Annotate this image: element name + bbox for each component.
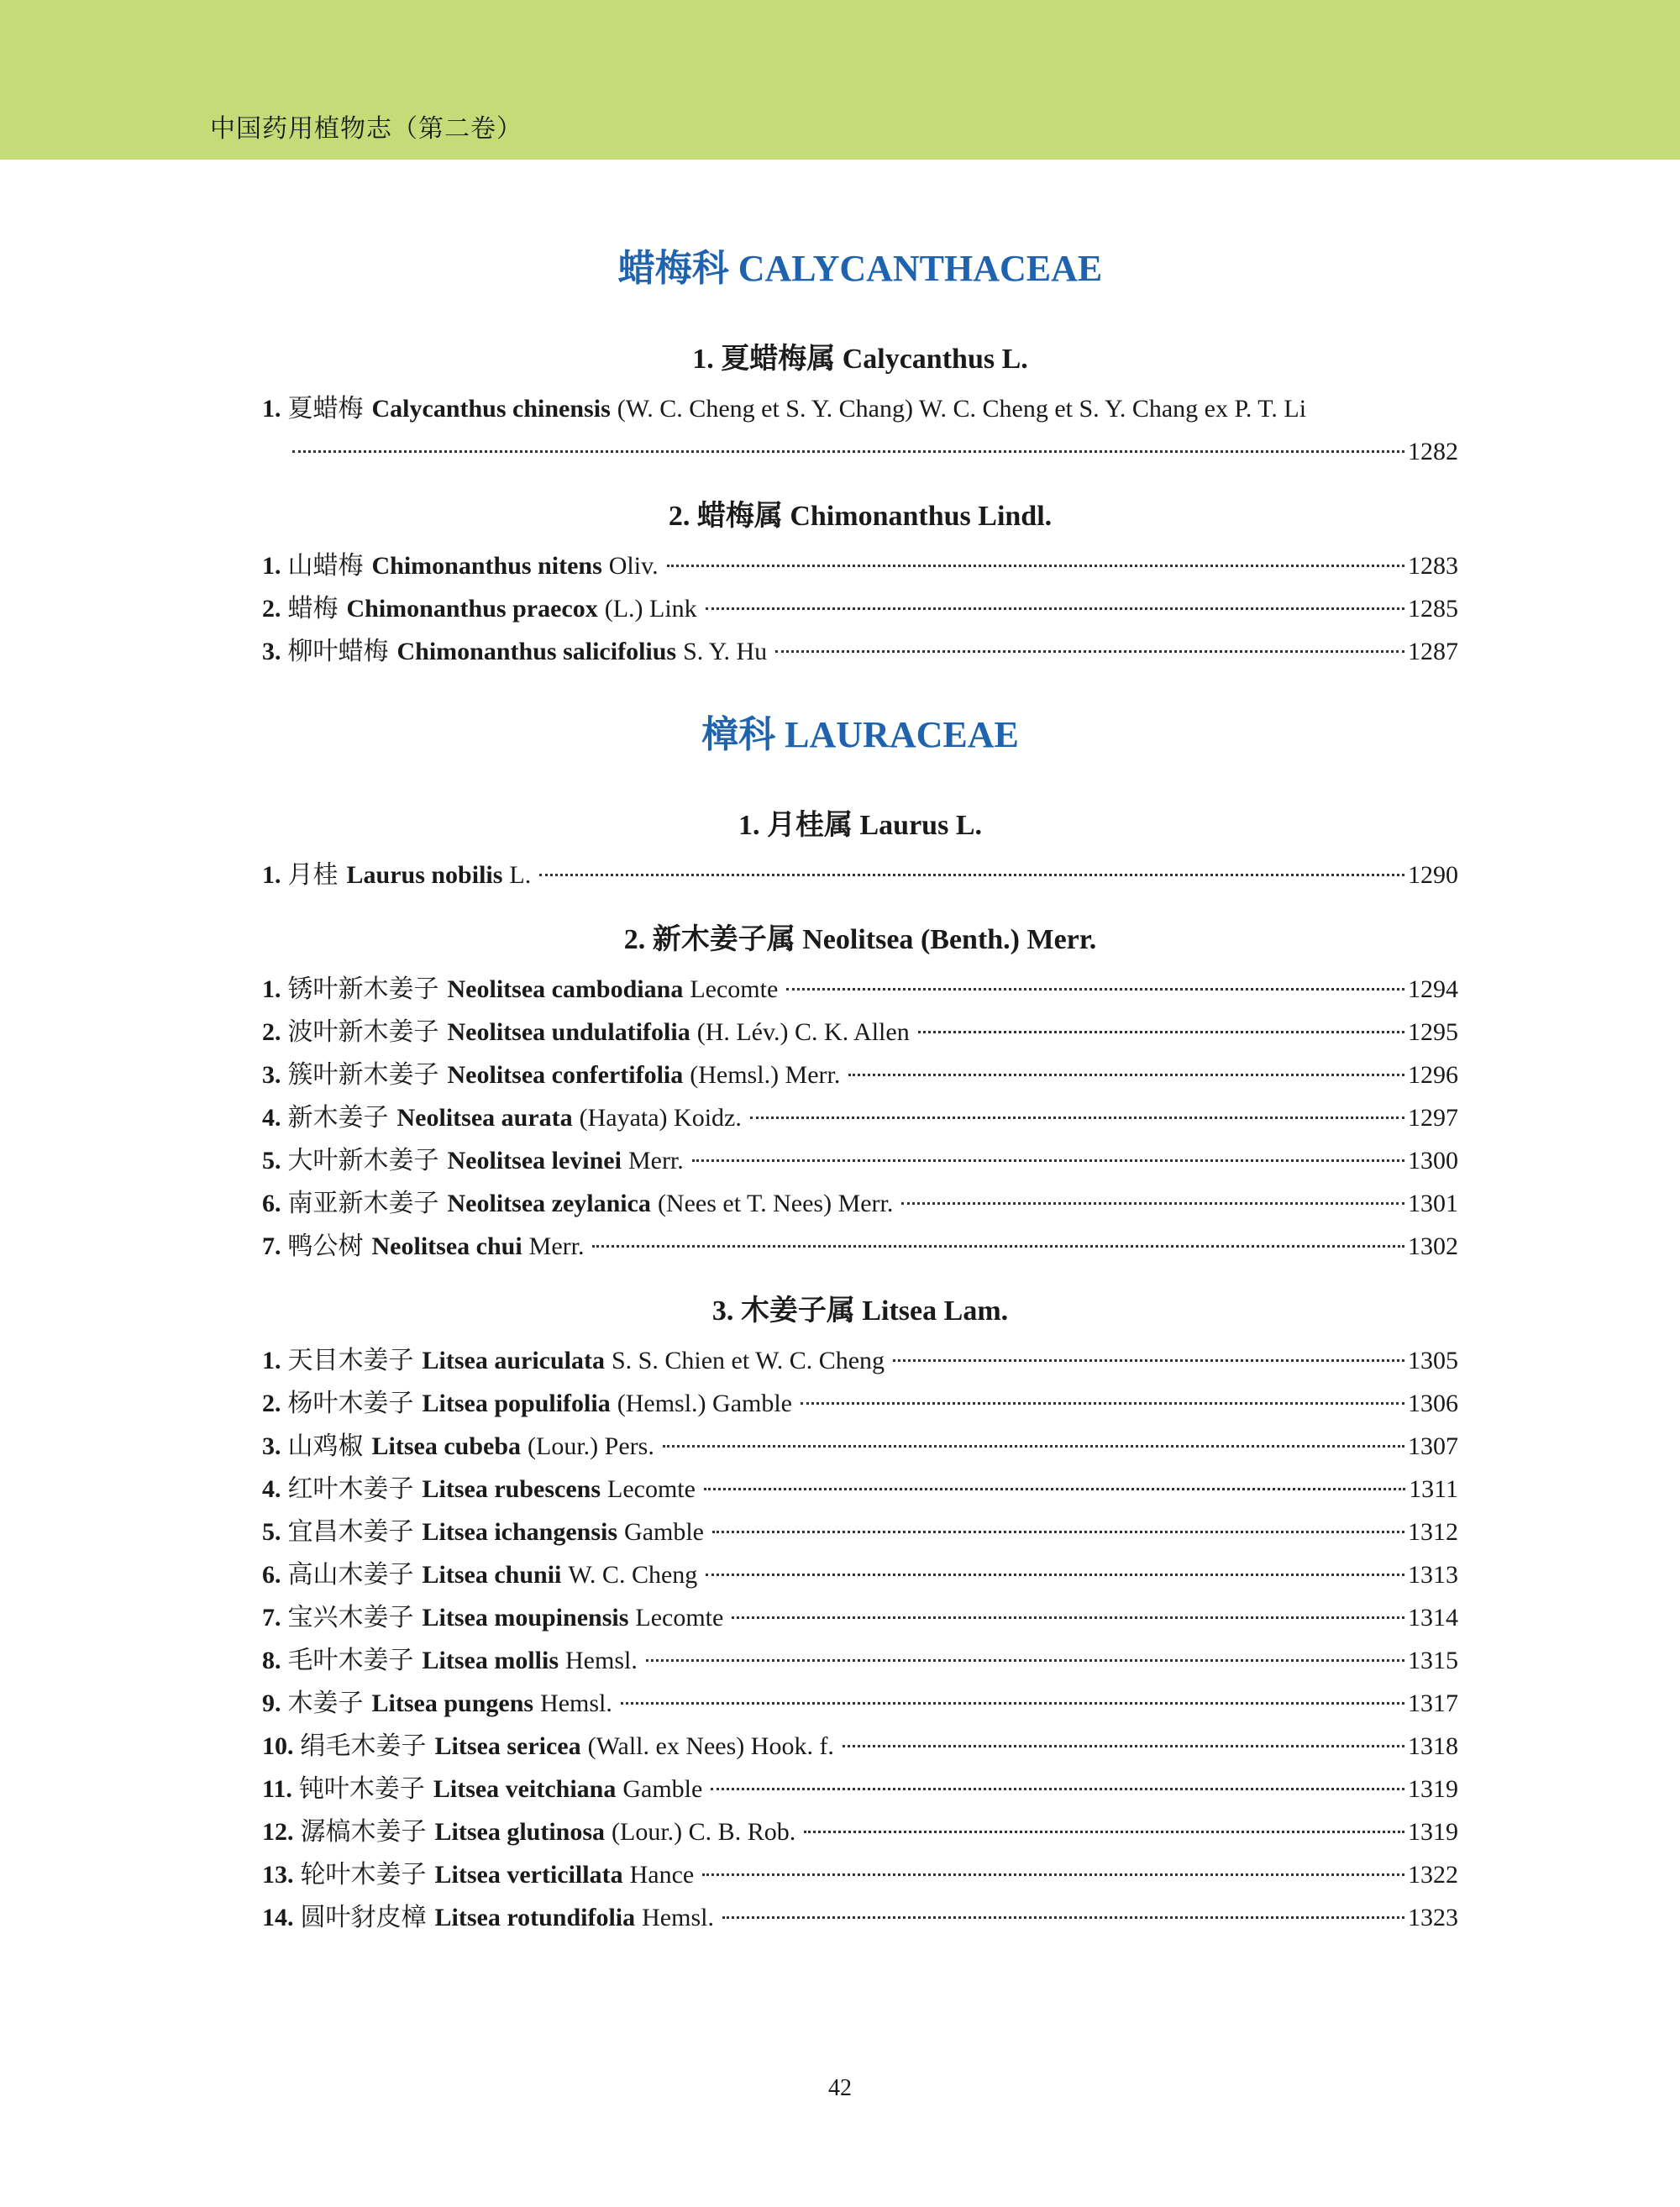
genus-name-zh: 木姜子属 (740, 1294, 855, 1327)
genus-name-latin: Calycanthus (842, 344, 995, 375)
page-ref[interactable]: 1295 (1408, 1018, 1458, 1046)
toc-entry[interactable] (262, 1853, 1458, 1896)
species-name-zh: 红叶木姜子 (287, 1474, 414, 1504)
entry-number: 1. (262, 395, 281, 423)
species-authority: Merr. (627, 1147, 684, 1174)
species-name-latin: Litsea sericea (434, 1732, 581, 1760)
toc-entry[interactable] (262, 1596, 1458, 1639)
page-ref[interactable]: 1317 (1408, 1689, 1458, 1717)
entry-number: 3. (262, 1061, 281, 1089)
dot-leader (804, 1831, 1404, 1833)
species-name-latin: Litsea auriculata (422, 1347, 605, 1374)
species-name-latin: Litsea chunii (422, 1561, 562, 1589)
species-name-latin: Neolitsea zeylanica (447, 1190, 651, 1217)
entry-number: 4. (262, 1104, 281, 1132)
species-name-zh: 簇叶新木姜子 (287, 1060, 439, 1090)
toc-entry[interactable] (262, 1725, 1458, 1768)
entry-number: 4. (262, 1475, 281, 1503)
species-name-latin: Laurus nobilis (346, 861, 503, 889)
entry-number: 9. (262, 1689, 281, 1717)
dot-leader (722, 1916, 1404, 1919)
page-ref[interactable]: 1319 (1408, 1775, 1458, 1803)
species-name-zh: 钝叶木姜子 (298, 1774, 425, 1804)
species-name-zh: 波叶新木姜子 (287, 1017, 439, 1047)
page-ref[interactable]: 1294 (1408, 975, 1458, 1003)
genus-name-latin: Litsea (862, 1295, 937, 1327)
page-ref[interactable]: 1311 (1409, 1475, 1458, 1503)
page-ref[interactable]: 1302 (1408, 1232, 1458, 1260)
toc-entry[interactable] (262, 1639, 1458, 1682)
family-name-zh: 樟科 (701, 713, 776, 756)
species-name-zh: 宝兴木姜子 (287, 1603, 414, 1632)
species-name-latin: Litsea glutinosa (434, 1818, 606, 1846)
entry-number: 3. (262, 638, 281, 665)
species-authority: (Hemsl.) Gamble (617, 1390, 792, 1417)
page-ref[interactable]: 1283 (1408, 552, 1458, 580)
dot-leader (918, 1031, 1404, 1033)
genus-authority: L. (1001, 344, 1028, 375)
genus-authority: Lindl. (978, 501, 1053, 532)
species-authority: (Lour.) C. B. Rob. (612, 1818, 796, 1846)
entry-line-2 (292, 430, 1458, 473)
species-authority: Lecomte (690, 975, 779, 1003)
table-of-contents (262, 244, 1458, 1939)
genus-name-latin: Chimonanthus (790, 501, 971, 532)
page-ref[interactable]: 1312 (1408, 1518, 1458, 1546)
toc-entry[interactable] (262, 1225, 1458, 1268)
dot-leader (893, 1359, 1404, 1362)
entry-number: 2. (262, 1390, 281, 1417)
toc-entry[interactable] (262, 387, 1458, 473)
running-head: 中国药用植物志（第二卷） (210, 114, 522, 144)
species-name-zh: 月桂 (287, 860, 339, 890)
species-name-zh: 南亚新木姜子 (287, 1189, 439, 1218)
species-name-zh: 圆叶豺皮樟 (300, 1903, 427, 1932)
species-authority: (L.) Link (604, 595, 697, 623)
genus-authority: Lam. (943, 1295, 1009, 1327)
species-name-latin: Chimonanthus praecox (346, 595, 598, 623)
species-name-latin: Chimonanthus salicifolius (396, 638, 677, 665)
species-name-latin: Litsea pungens (371, 1689, 534, 1717)
genus-name-zh: 蜡梅属 (696, 499, 783, 533)
family-title (262, 244, 1458, 294)
species-authority: Merr. (528, 1232, 585, 1260)
species-name-zh: 锈叶新木姜子 (287, 975, 439, 1004)
toc-entry[interactable] (262, 1054, 1458, 1096)
toc-entry[interactable] (262, 1011, 1458, 1054)
species-authority: Lecomte (635, 1604, 724, 1632)
entry-number: 5. (262, 1518, 281, 1546)
species-name-latin: Neolitsea confertifolia (447, 1061, 684, 1089)
toc-entry[interactable] (262, 587, 1458, 630)
dot-leader (646, 1659, 1404, 1662)
species-authority: S. S. Chien et W. C. Cheng (612, 1347, 885, 1374)
page-ref[interactable]: 1306 (1408, 1390, 1458, 1417)
page-number: 42 (828, 2075, 852, 2101)
toc-entry[interactable] (262, 854, 1458, 896)
page-ref[interactable]: 1318 (1408, 1732, 1458, 1760)
toc-entry[interactable] (262, 1182, 1458, 1225)
species-name-latin: Neolitsea undulatifolia (447, 1018, 690, 1046)
toc-entry[interactable] (262, 630, 1458, 673)
species-name-latin: Neolitsea levinei (447, 1147, 622, 1174)
page-ref[interactable]: 1323 (1408, 1904, 1458, 1931)
species-authority: Hemsl. (565, 1647, 638, 1674)
species-name-zh: 柳叶蜡梅 (287, 637, 389, 666)
page-ref[interactable]: 1319 (1408, 1818, 1458, 1846)
dot-leader (621, 1702, 1404, 1705)
toc-entry[interactable] (262, 1553, 1458, 1596)
species-name-zh: 绢毛木姜子 (300, 1731, 427, 1761)
species-name-latin: Litsea cubeba (371, 1432, 522, 1460)
dot-leader (663, 1445, 1404, 1448)
dot-leader (539, 874, 1404, 876)
page-ref[interactable]: 1287 (1408, 638, 1458, 665)
species-name-zh: 大叶新木姜子 (287, 1146, 439, 1175)
entry-number: 5. (262, 1147, 281, 1174)
species-name-latin: Neolitsea aurata (396, 1104, 573, 1132)
species-name-zh: 杨叶木姜子 (287, 1389, 414, 1418)
entry-number: 7. (262, 1232, 281, 1260)
dot-leader (702, 1873, 1404, 1876)
page-ref[interactable]: 1305 (1408, 1347, 1458, 1374)
species-name-latin: Litsea verticillata (434, 1861, 623, 1889)
dot-leader (843, 1745, 1404, 1747)
entry-number: 10. (262, 1732, 294, 1760)
entry-number: 11. (262, 1775, 292, 1803)
toc-entry[interactable] (262, 1425, 1458, 1468)
species-name-zh: 木姜子 (287, 1689, 364, 1718)
genus-name-latin: Laurus (859, 810, 949, 841)
species-name-zh: 蜡梅 (287, 594, 339, 623)
species-authority: Oliv. (608, 552, 659, 580)
entry-number: 12. (262, 1818, 294, 1846)
entry-number: 2. (262, 1018, 281, 1046)
toc-entry[interactable] (262, 1768, 1458, 1810)
species-authority: W. C. Cheng (568, 1561, 698, 1589)
species-name-latin: Litsea moupinensis (422, 1604, 629, 1632)
entry-number: 3. (262, 1432, 281, 1460)
genus-number: 1. (692, 344, 714, 375)
entry-number: 7. (262, 1604, 281, 1632)
family-name-latin: LAURACEAE (785, 714, 1019, 755)
page-ref[interactable]: 1314 (1408, 1604, 1458, 1632)
genus-name-zh: 夏蜡梅属 (721, 342, 836, 376)
entry-number: 6. (262, 1561, 281, 1589)
species-name-zh: 山蜡梅 (287, 551, 364, 581)
genus-title (262, 338, 1458, 381)
genus-authority: (Benth.) Merr. (920, 924, 1097, 955)
toc-entry[interactable] (262, 544, 1458, 587)
page-ref[interactable]: 1301 (1408, 1190, 1458, 1217)
genus-title (262, 1290, 1458, 1332)
page-ref[interactable]: 1322 (1408, 1861, 1458, 1889)
page-ref[interactable]: 1297 (1408, 1104, 1458, 1132)
family-name-zh: 蜡梅科 (617, 247, 729, 290)
entry-number: 1. (262, 975, 281, 1003)
species-authority: (Hemsl.) Merr. (690, 1061, 841, 1089)
toc-entry[interactable] (262, 1896, 1458, 1939)
species-authority: Hance (629, 1861, 695, 1889)
dot-leader (732, 1616, 1404, 1619)
genus-name-zh: 月桂属 (766, 808, 853, 842)
entry-number: 14. (262, 1904, 294, 1931)
species-name-latin: Litsea populifolia (422, 1390, 611, 1417)
species-name-latin: Calycanthus chinensis (371, 395, 611, 423)
toc-entry[interactable] (262, 968, 1458, 1011)
toc-entry[interactable] (262, 1468, 1458, 1511)
toc-entry[interactable] (262, 1339, 1458, 1382)
dot-leader (775, 650, 1404, 653)
genus-number: 2. (623, 924, 646, 955)
toc-entry[interactable] (262, 1810, 1458, 1853)
species-name-zh: 轮叶木姜子 (300, 1860, 427, 1889)
genus-number: 1. (738, 810, 760, 841)
species-name-zh: 宜昌木姜子 (287, 1517, 414, 1547)
genus-number: 2. (668, 501, 690, 532)
species-name-latin: Litsea ichangensis (422, 1518, 618, 1546)
page-ref[interactable]: 1285 (1408, 595, 1458, 623)
species-name-latin: Litsea mollis (422, 1647, 559, 1674)
species-name-latin: Neolitsea chui (371, 1232, 522, 1260)
entry-number: 13. (262, 1861, 294, 1889)
toc-entry[interactable] (262, 1682, 1458, 1725)
species-name-latin: Litsea rotundifolia (434, 1904, 636, 1931)
species-authority: (Nees et T. Nees) Merr. (657, 1190, 894, 1217)
species-authority: Lecomte (607, 1475, 696, 1503)
species-name-zh: 高山木姜子 (287, 1560, 414, 1590)
page-ref[interactable]: 1313 (1408, 1561, 1458, 1589)
species-name-zh: 潺槁木姜子 (300, 1817, 427, 1847)
page-ref[interactable]: 1307 (1408, 1432, 1458, 1460)
dot-leader (801, 1402, 1404, 1405)
species-authority: Hemsl. (642, 1904, 714, 1931)
dot-leader (292, 450, 1404, 453)
entry-number: 2. (262, 595, 281, 623)
dot-leader (712, 1531, 1404, 1533)
page-ref[interactable]: 1290 (1408, 861, 1458, 889)
toc-entry[interactable] (262, 1096, 1458, 1139)
species-name-zh: 夏蜡梅 (287, 394, 364, 423)
page-ref[interactable]: 1296 (1408, 1061, 1458, 1089)
species-authority: (Hayata) Koidz. (579, 1104, 742, 1132)
dot-leader (706, 607, 1404, 610)
entry-number: 6. (262, 1190, 281, 1217)
species-name-latin: Chimonanthus nitens (371, 552, 602, 580)
species-authority: Gamble (622, 1775, 703, 1803)
dot-leader (848, 1074, 1404, 1076)
species-name-zh: 天目木姜子 (287, 1346, 414, 1375)
entry-line-1 (262, 387, 1458, 430)
genus-number: 3. (711, 1295, 734, 1327)
toc-entry[interactable] (262, 1382, 1458, 1425)
dot-leader (592, 1245, 1404, 1248)
dot-leader (901, 1202, 1404, 1205)
genus-authority: L. (955, 810, 982, 841)
species-authority: (W. C. Cheng et S. Y. Chang) W. C. Cheng et S. Y. Chang ex P. T. Li (617, 395, 1307, 423)
dot-leader (692, 1159, 1404, 1162)
family-name-latin: CALYCANTHACEAE (738, 248, 1103, 289)
entry-number: 1. (262, 552, 281, 580)
dot-leader (786, 988, 1404, 991)
genus-title (262, 804, 1458, 847)
family-title (262, 710, 1458, 760)
genus-name-latin: Neolitsea (802, 924, 914, 955)
species-name-latin: Litsea rubescens (422, 1475, 601, 1503)
species-name-latin: Litsea veitchiana (433, 1775, 617, 1803)
species-name-latin: Neolitsea cambodiana (447, 975, 684, 1003)
page-ref[interactable]: 1315 (1408, 1647, 1458, 1674)
dot-leader (706, 1574, 1404, 1576)
species-authority: (H. Lév.) C. K. Allen (696, 1018, 910, 1046)
page-ref[interactable]: 1282 (1408, 438, 1458, 465)
species-name-zh: 毛叶木姜子 (287, 1646, 414, 1675)
species-authority: S. Y. Hu (683, 638, 768, 665)
species-name-zh: 山鸡椒 (287, 1432, 364, 1461)
toc-entry[interactable] (262, 1511, 1458, 1553)
genus-title (262, 918, 1458, 961)
entry-number: 1. (262, 861, 281, 889)
entry-number: 1. (262, 1347, 281, 1374)
page-ref[interactable]: 1300 (1408, 1147, 1458, 1174)
genus-title (262, 495, 1458, 538)
species-authority: L. (509, 861, 532, 889)
species-authority: (Lour.) Pers. (528, 1432, 654, 1460)
species-name-zh: 新木姜子 (287, 1103, 389, 1132)
dot-leader (667, 565, 1404, 567)
entry-number: 8. (262, 1647, 281, 1674)
toc-entry[interactable] (262, 1139, 1458, 1182)
species-authority: Gamble (624, 1518, 704, 1546)
species-authority: Hemsl. (540, 1689, 612, 1717)
dot-leader (711, 1788, 1404, 1790)
dot-leader (704, 1488, 1405, 1490)
dot-leader (750, 1117, 1404, 1119)
genus-name-zh: 新木姜子属 (652, 922, 795, 956)
species-name-zh: 鸭公树 (287, 1232, 364, 1261)
species-authority: (Wall. ex Nees) Hook. f. (587, 1732, 834, 1760)
